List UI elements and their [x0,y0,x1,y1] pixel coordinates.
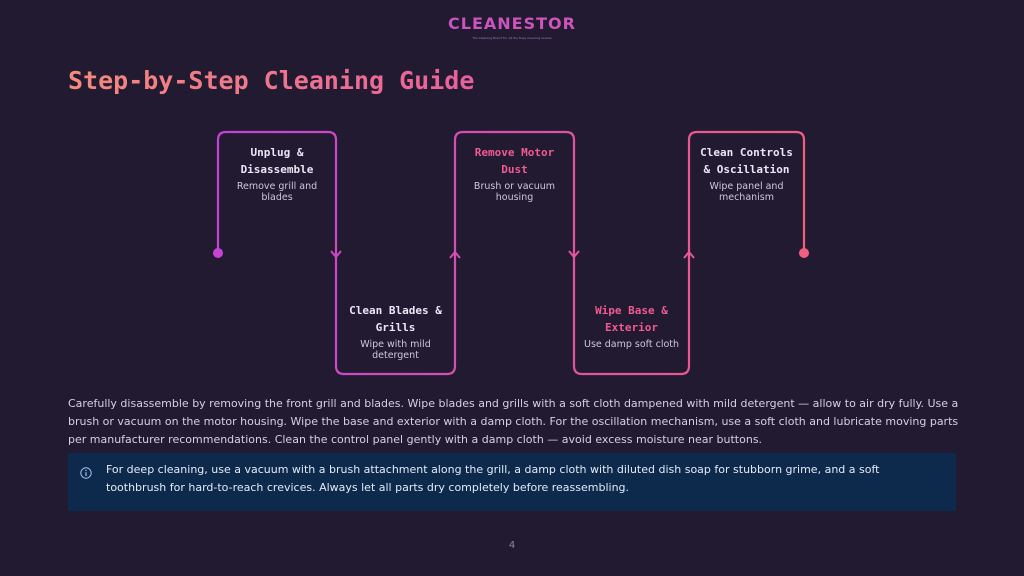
step-3-desc: Brush or vacuum housing [473,181,556,203]
step-2-title: Clean Blades & Grills [349,304,442,334]
page-number: 4 [508,540,516,551]
tip-callout [68,453,956,511]
flow-end-dot [799,248,809,258]
page-title: Step-by-Step Cleaning Guide [68,66,475,95]
step-4-desc: Use damp soft cloth [583,339,680,350]
step-1 [223,144,331,203]
body-paragraph: Carefully disassemble by removing the front grill and blades. Wipe blades and grills with a soft cloth dampened with mild detergent — allow to air dry fully. Use a brush or vacuum on the motor housing. Wipe the base and exterior with a damp cloth. For the oscillation mechanism, use a soft cloth and lubricate moving parts per manufacturer recommendations. Clean the control panel gently with a damp cloth — avoid excess moisture near buttons. [68,397,959,446]
step-3-title: Remove Motor Dust [474,146,555,176]
step-4-title: Wipe Base & Exterior [595,304,668,334]
brand-tagline: The Cleaning Brand For All the Easy Cleaning Guides [472,36,552,40]
info-icon [80,467,92,479]
step-3 [460,144,569,203]
step-5-title: Clean Controls & Oscillation [700,146,793,176]
step-5-desc: Wipe panel and mechanism [709,181,784,203]
step-2 [341,302,450,361]
step-4 [579,302,684,350]
step-1-desc: Remove grill and blades [236,181,318,203]
brand-logo: CLEANESTOR [0,14,1024,33]
flow-start-dot [213,248,223,258]
tip-text: For deep cleaning, use a vacuum with a brush attachment along the grill, a damp cloth with diluted dish soap for stubborn grime, and a soft toothbrush for hard-to-reach crevices. Always let all parts dry completely before reassembling. [106,463,880,494]
step-5 [694,144,799,203]
step-2-desc: Wipe with mild detergent [360,339,431,361]
step-1-title: Unplug & Disassemble [240,146,314,176]
